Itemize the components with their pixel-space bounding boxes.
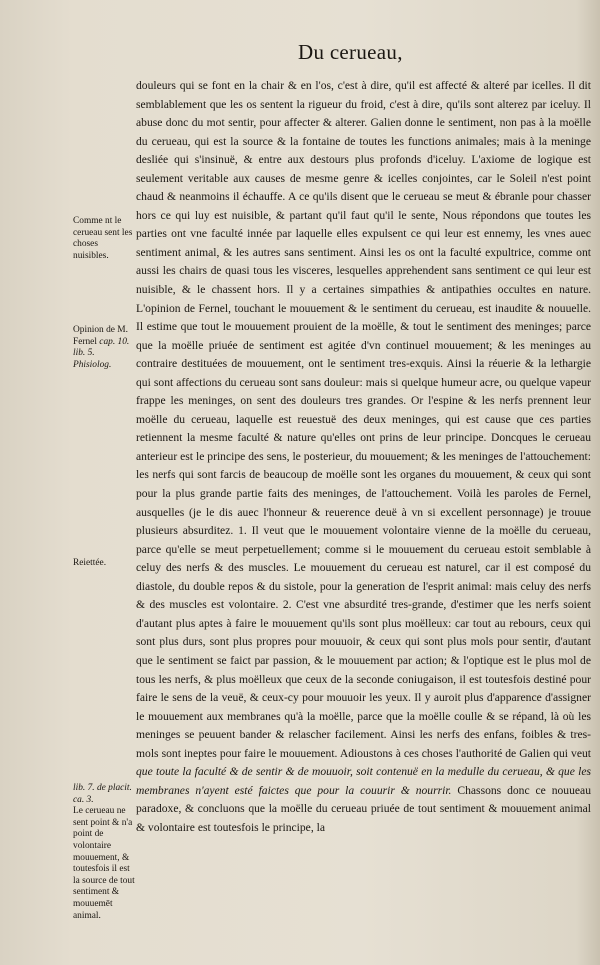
paragraph-text: douleurs qui se font en la chair & en l'os, c'est à dire, qu'il est affecté & alteré par icelles. Il dit semblablement que les os sentent la rigueur du froid, c'est à dire, qu'ils sont alterez par iceluy. Il abuse donc du mot sentir, pour affecter & alterer. Galien donne le sentiment, non pas à la moëlle du cerueau, qui est la source & la fontaine de toutes les functions animales; mais à la meninge desliée qui s'insinuë, & entre aux destours plus profonds d'iceluy. L'axiome de logique est seulement veritable aux causes de mesme genre & icelles conjointes, car le Soleil n'est point chaud & neanmoins il échauffe. A ce qu'ils disent que le cerueau se meut & ébranle pour chasser hors ce qui luy est nuisible, & partant qu'il faut qu'il le sente, Nous répondons que toutes les parties ont vne faculté innée par laquelle elles expulsent ce qui leur est ennemy, les vnes auec sentiment animal, & les autres sans sentiment. Ainsi les os ont la faculté expultrice, comme ont aussi les chairs de quasi tous les visceres, lesquelles apprehendent sans sentiment ce qui leur est nuisible, & le chassent hors. Il y a certaines simpathies & antipathies occultes en nature. L'opinion de Fernel, touchant le mouuement & le sentiment du cerueau, est inaudite & nouuelle. Il estime que tout le mouuement prouient de la moëlle, & tout le sentiment des meninges; parce que la moëlle priuée de sentiment est agitée d'vn continuel mouuement; & les meninges au contraire destituées de mouuement, ont le sentiment tres-exquis. Ainsi la réuerie & la lethargie qui sont affections du cerueau sont sans douleur: mais si quelque humeur acre, ou quelque vapeur frappe les meninges, on sent des douleurs tres grandes. Or l'espine & les nerfs prennent leur moëlle du cerueau, laquelle est reuestuë des deux meninges, qui est cause que ces parties retiennent la mesme faculté & nature qu'elles ont prins de leur principe. Doncques le cerueau anterieur est le principe des sens, le posterieur, du mouuement; & les meninges de l'attouchement: les nerfs qui sont farcis de beaucoup de moëlle sont les organes du mouuement, & ceux qui sont pour la plus grande partie faits des meninges, de l'attouchement. Voilà les paroles de Fernel, ausquelles (je le dis auec l'honneur & reuerence deuë à vn si excellent personnage) je trouue plusieurs absurditez. 1. Il veut que le mouuement volontaire vienne de la moëlle du cerueau, parce qu'elle se meut perpetuellement; comme si le mouuement du cerueau estoit semblable à celuy des nerfs & des muscles. Le mouuement du cerueau est naturel, car il est composé du diastole, du double repos & du sistole, pour la generation de l'esprit animal: mais celuy des nerfs & des muscles est volontaire. 2. C'est vne absurdité tres-grande, d'estimer que les nerfs soient d'autant plus aptes à faire le mouuement qu'ils sont plus moëlleux: car tout au rebours, ceux qui sont plus durs, sont plus propres pour mouuoir, & ceux qui sont plus mols pour sentir, d'autant que le sentiment se faict par passion, & le mouuement par action; & l'optique est le plus mol de tous les nerfs, & plus moëlleux que ceux de la seconde coniugaison, il est toutesfois destiné pour faire le sens de la veuë, & ceux-cy pour mouuoir les yeux. Il y auroit plus d'apparence d'assigner le mouuement aux membranes qu'à la moëlle, parce que la moëlle coulle & se répand, là où les meninges se peuuent bander & relascher facilement. Ainsi les nerfs des enfans, foibles & tres-mols sont ineptes pour faire le mouuement. Adioustons à ces choses l'authorité de Galien qui veut [136, 79, 591, 760]
margin-note-feeling: Comme nt le cerueau sent les choses nuisibles. [73, 216, 133, 261]
margin-note-fernel [73, 325, 135, 371]
margin-note-galen [73, 783, 135, 922]
margin-note-galen-text: Le cerueau ne sent point & n'a point de volontaire mouuement, & toutesfois il est la source de tout sentiment & mouuemēt animal. [73, 806, 135, 921]
margin-note-galen-citation: lib. 7. de placit. ca. 3. [73, 783, 132, 805]
paragraph-ending: Chassons donc ce nouueau paradoxe, & concluons que la moëlle du cerueau priuée de tout sentiment & mouuement animal & volontaire est toutesfois le principe, la [136, 783, 591, 834]
main-paragraph [136, 77, 591, 837]
margin-note-rejected: Reiettée. [73, 558, 107, 568]
running-header: Du cerueau, [298, 40, 403, 64]
galen-quote: que toute la faculté & de sentir & de mouuoir, soit contenuë en la medulle du cerueau, & que les membranes n'ayent esté faictes que pour la couurir & nourrir. [136, 765, 591, 797]
margin-note-fernel-text: Opinion de M. Fernel [73, 325, 128, 347]
main-text-block [136, 77, 591, 837]
margin-note-fernel-citation: cap. 10. lib. 5. Phisiolog. [73, 336, 130, 370]
